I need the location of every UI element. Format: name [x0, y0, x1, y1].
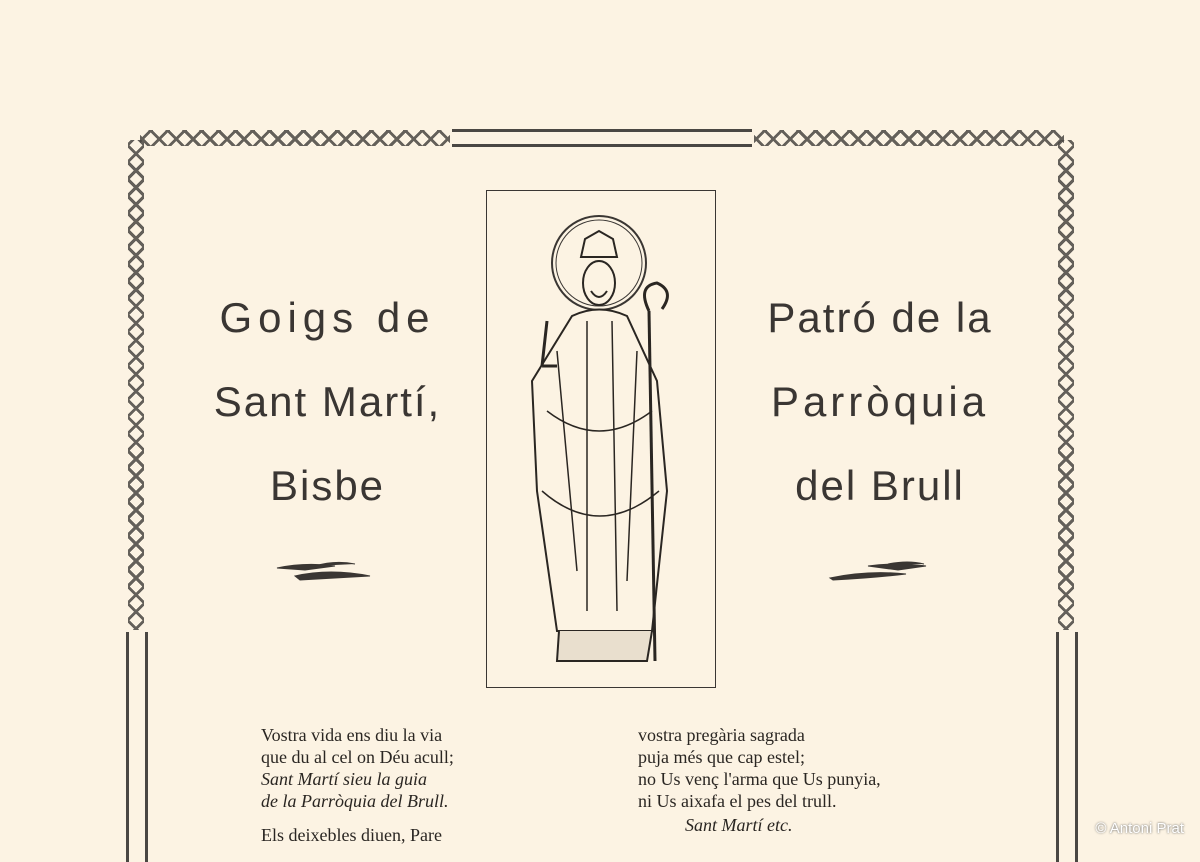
border-right-braid	[1058, 140, 1074, 630]
verse-line: Els deixebles diuen, Pare	[261, 825, 442, 845]
title-left-line-1: Goigs de	[219, 294, 436, 341]
verse-line: Vostra vida ens diu la via	[261, 725, 443, 745]
title-right-line-2: Parròquia	[770, 378, 990, 425]
verse-right	[638, 724, 881, 836]
copyright-watermark: © Antoni Prat	[1095, 820, 1184, 837]
border-right-rule	[1056, 632, 1078, 862]
flourish-right	[828, 558, 928, 584]
title-right-line-3: del Brull	[795, 462, 965, 509]
border-top-rule	[452, 129, 752, 147]
title-right-line-1: Patró de la	[767, 294, 993, 341]
refrain-line: Sant Martí etc.	[685, 815, 793, 835]
border-left-braid	[128, 140, 144, 630]
refrain-line: Sant Martí sieu la guia	[261, 769, 427, 789]
title-right	[750, 276, 1010, 528]
border-top-left-braid	[140, 130, 450, 146]
refrain-line: de la Parròquia del Brull.	[261, 791, 449, 811]
title-left	[200, 276, 455, 528]
saint-illustration-panel	[486, 190, 716, 688]
title-left-line-3: Bisbe	[269, 462, 386, 509]
border-top-right-braid	[754, 130, 1064, 146]
verse-line: vostra pregària sagrada	[638, 725, 805, 745]
verse-line: que du al cel on Déu acull;	[261, 747, 454, 767]
title-left-line-2: Sant Martí,	[213, 378, 442, 425]
verse-line: puja més que cap estel;	[638, 747, 805, 767]
flourish-left	[275, 558, 375, 584]
verse-line: ni Us aixafa el pes del trull.	[638, 791, 837, 811]
border-left-rule	[126, 632, 148, 862]
verse-line: no Us venç l'arma que Us punyia,	[638, 769, 881, 789]
verse-left	[261, 724, 454, 846]
saint-martin-bishop-illustration	[487, 191, 715, 687]
